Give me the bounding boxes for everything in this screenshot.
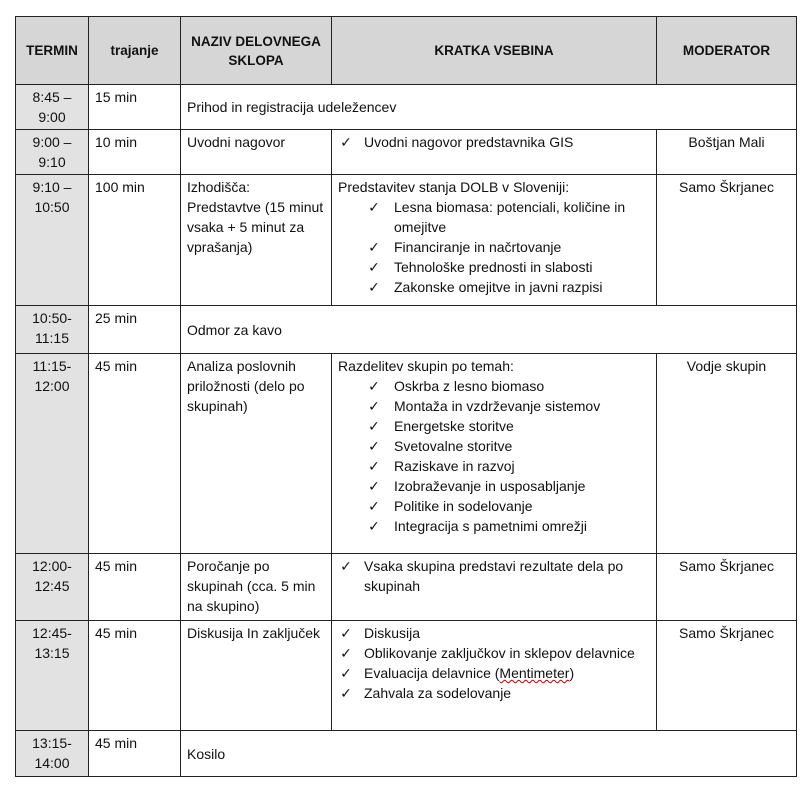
list-item: ✓ Evaluacija delavnice (Mentimeter): [338, 663, 650, 683]
checkmark-icon: ✓: [368, 478, 380, 494]
moderator-cell: Boštjan Mali: [657, 130, 797, 175]
checkmark-icon: ✓: [368, 279, 380, 295]
session-title: Diskusija In zaključek: [181, 621, 332, 731]
time-cell: 8:45 – 9:00: [16, 85, 89, 130]
content-intro: Predstavitev stanja DOLB v Sloveniji:: [338, 179, 570, 195]
header-row: [16, 17, 797, 85]
checkmark-icon: ✓: [368, 398, 380, 414]
duration-cell: 10 min: [89, 130, 181, 175]
table-row: [16, 306, 797, 354]
session-title: Kosilo: [181, 731, 797, 777]
time-cell: 9:00 – 9:10: [16, 130, 89, 175]
session-content: [332, 130, 657, 175]
table-row: [16, 130, 797, 175]
table-row: [16, 554, 797, 621]
header-termin: TERMIN: [16, 17, 89, 85]
moderator-cell: Samo Škrjanec: [657, 621, 797, 731]
list-item: ✓ Oskrba z lesno biomaso: [338, 376, 650, 396]
list-item: ✓ Vsaka skupina predstavi rezultate dela po skupinah: [338, 556, 650, 596]
list-item: ✓ Integracija s pametnimi omrežji: [338, 516, 650, 536]
list-item: ✓ Uvodni nagovor predstavnika GIS: [338, 132, 650, 152]
time-cell: 11:15- 12:00: [16, 354, 89, 554]
time-cell: 13:15- 14:00: [16, 731, 89, 777]
checkmark-icon: ✓: [368, 438, 380, 454]
duration-cell: 45 min: [89, 731, 181, 777]
header-trajanje: trajanje: [89, 17, 181, 85]
table-row: [16, 354, 797, 554]
checkmark-icon: ✓: [368, 239, 380, 255]
time-cell: 10:50- 11:15: [16, 306, 89, 354]
session-title: Uvodni nagovor: [181, 130, 332, 175]
checkmark-icon: ✓: [340, 645, 352, 661]
session-content: [332, 621, 657, 731]
list-item: ✓ Oblikovanje zaključkov in sklepov delavnice: [338, 643, 650, 663]
header-naziv: NAZIV DELOVNEGA SKLOPA: [181, 17, 332, 85]
duration-cell: 45 min: [89, 554, 181, 621]
table-row: [16, 731, 797, 777]
duration-cell: 45 min: [89, 354, 181, 554]
checkmark-icon: ✓: [340, 665, 352, 681]
list-item: ✓ Energetske storitve: [338, 416, 650, 436]
agenda-table: [15, 16, 797, 777]
list-item: ✓ Raziskave in razvoj: [338, 456, 650, 476]
duration-cell: 15 min: [89, 85, 181, 130]
content-list: [338, 376, 650, 536]
content-list: [338, 623, 650, 703]
checkmark-icon: ✓: [340, 558, 352, 574]
header-moderator: MODERATOR: [657, 17, 797, 85]
checkmark-icon: ✓: [368, 199, 380, 215]
list-item: ✓ Politike in sodelovanje: [338, 496, 650, 516]
duration-cell: 100 min: [89, 175, 181, 306]
moderator-cell: Vodje skupin: [657, 354, 797, 554]
content-list: [338, 556, 650, 596]
session-title: Odmor za kavo: [181, 306, 797, 354]
time-cell: 12:45- 13:15: [16, 621, 89, 731]
table-row: [16, 85, 797, 130]
session-content: [332, 354, 657, 554]
time-cell: 9:10 – 10:50: [16, 175, 89, 306]
session-title: Izhodišča: Predstavtve (15 minut vsaka + 5 minut za vprašanja): [181, 175, 332, 306]
checkmark-icon: ✓: [340, 625, 352, 641]
checkmark-icon: ✓: [368, 518, 380, 534]
checkmark-icon: ✓: [340, 134, 352, 150]
checkmark-icon: ✓: [368, 378, 380, 394]
content-intro: Razdelitev skupin po temah:: [338, 358, 514, 374]
list-item: ✓ Izobraževanje in usposabljanje: [338, 476, 650, 496]
duration-cell: 45 min: [89, 621, 181, 731]
table-row: [16, 621, 797, 731]
checkmark-icon: ✓: [340, 685, 352, 701]
checkmark-icon: ✓: [368, 418, 380, 434]
list-item: ✓ Diskusija: [338, 623, 650, 643]
header-vsebina: KRATKA VSEBINA: [332, 17, 657, 85]
duration-cell: 25 min: [89, 306, 181, 354]
content-list: [338, 132, 650, 152]
mentimeter-text: Mentimeter: [499, 665, 570, 681]
session-title: Analiza poslovnih priložnosti (delo po skupinah): [181, 354, 332, 554]
list-item: ✓ Montaža in vzdrževanje sistemov: [338, 396, 650, 416]
moderator-cell: Samo Škrjanec: [657, 554, 797, 621]
session-content: [332, 175, 657, 306]
list-item: ✓ Svetovalne storitve: [338, 436, 650, 456]
list-item: ✓ Tehnološke prednosti in slabosti: [338, 257, 650, 277]
checkmark-icon: ✓: [368, 259, 380, 275]
session-title: Poročanje po skupinah (cca. 5 min na skupino): [181, 554, 332, 621]
list-item: ✓ Financiranje in načrtovanje: [338, 237, 650, 257]
list-item: ✓ Zahvala za sodelovanje: [338, 683, 650, 703]
moderator-cell: Samo Škrjanec: [657, 175, 797, 306]
table-row: [16, 175, 797, 306]
content-list: [338, 197, 650, 297]
session-title: Prihod in registracija udeležencev: [181, 85, 797, 130]
checkmark-icon: ✓: [368, 458, 380, 474]
session-content: [332, 554, 657, 621]
list-item: ✓ Lesna biomasa: potenciali, količine in omejitve: [338, 197, 650, 237]
list-item: ✓ Zakonske omejitve in javni razpisi: [338, 277, 650, 297]
time-cell: 12:00- 12:45: [16, 554, 89, 621]
checkmark-icon: ✓: [368, 498, 380, 514]
